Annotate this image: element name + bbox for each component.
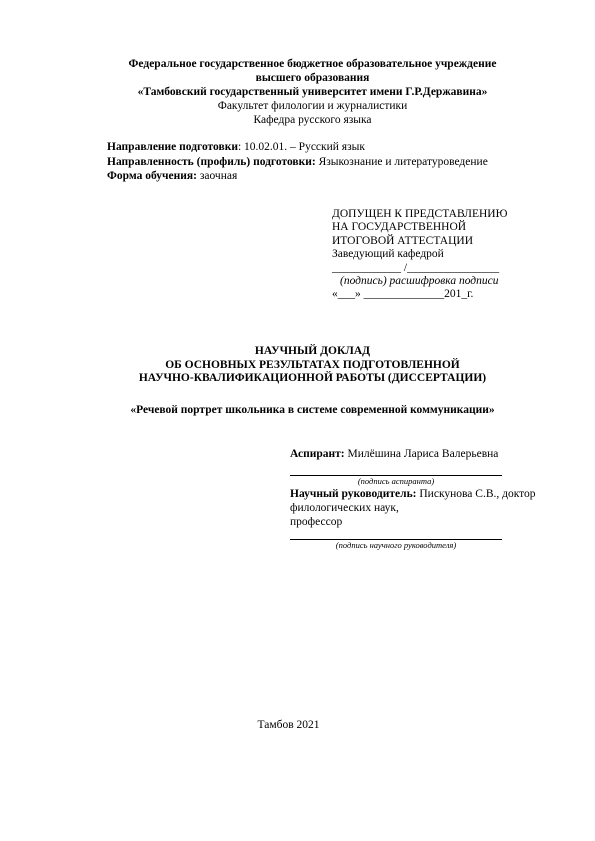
title-line-2: ОБ ОСНОВНЫХ РЕЗУЛЬТАТАХ ПОДГОТОВЛЕННОЙ xyxy=(165,358,460,371)
student-row xyxy=(290,447,565,461)
signatures-block xyxy=(290,447,565,551)
header-line-3: «Тамбовский государственный университет имени Г.Р.Державина» xyxy=(137,86,488,98)
approval-line-2: НА ГОСУДАРСТВЕННОЙ xyxy=(332,221,467,234)
university-header xyxy=(0,57,595,127)
document-title xyxy=(0,345,595,386)
title-line-3: НАУЧНО-КВАЛИФИКАЦИОННОЙ РАБОТЫ (ДИССЕРТАЦИИ) xyxy=(138,372,487,385)
topic-text: «Речевой портрет школьника в системе современной коммуникации» xyxy=(130,404,495,416)
supervisor-title: профессор xyxy=(290,516,343,528)
supervisor-row xyxy=(290,487,565,501)
supervisor-degree: филологических наук, xyxy=(290,502,399,514)
profile-row xyxy=(107,155,488,170)
form-label: Форма обучения: xyxy=(107,170,197,182)
signature-caption: (подпись) расшифровка подписи xyxy=(340,275,499,288)
header-line-1: Федеральное государственное бюджетное образовательное учреждение xyxy=(128,58,497,70)
head-of-department: Заведующий кафедрой xyxy=(332,248,444,261)
student-name: Милёшина Лариса Валерьевна xyxy=(344,448,499,460)
city-year: Тамбов 2021 xyxy=(257,719,320,731)
faculty-line: Факультет филологии и журналистики xyxy=(217,100,408,112)
student-signature-line xyxy=(290,467,502,476)
student-signature-caption: (подпись аспиранта) xyxy=(357,476,435,486)
supervisor-signature-line xyxy=(290,531,502,540)
program-info xyxy=(107,140,488,184)
title-line-1: НАУЧНЫЙ ДОКЛАД xyxy=(254,345,371,357)
form-row xyxy=(107,169,488,184)
approval-stamp xyxy=(332,208,507,302)
direction-value: : 10.02.01. – Русский язык xyxy=(237,141,365,153)
supervisor-label: Научный руководитель: xyxy=(290,488,417,500)
supervisor-signature-caption: (подпись научного руководителя) xyxy=(335,540,457,550)
profile-value: Языкознание и литературоведение xyxy=(315,155,488,168)
department-line: Кафедра русского языка xyxy=(253,114,372,126)
approval-date: «___» ______________201_г. xyxy=(332,288,474,301)
supervisor-name: Пискунова С.В., доктор xyxy=(416,488,536,500)
direction-label: Направление подготовки xyxy=(107,141,238,153)
approval-line-1: ДОПУЩЕН К ПРЕДСТАВЛЕНИЮ xyxy=(332,208,508,220)
header-line-2: высшего образования xyxy=(255,72,370,84)
direction-row xyxy=(107,140,488,155)
signature-blank: ____________ /________________ xyxy=(332,261,500,274)
profile-label: Направленность (профиль) подготовки: xyxy=(107,155,316,168)
research-topic xyxy=(0,403,595,417)
approval-line-3: ИТОГОВОЙ АТТЕСТАЦИИ xyxy=(332,234,474,247)
student-label: Аспирант: xyxy=(290,448,345,460)
form-value: заочная xyxy=(196,170,238,182)
